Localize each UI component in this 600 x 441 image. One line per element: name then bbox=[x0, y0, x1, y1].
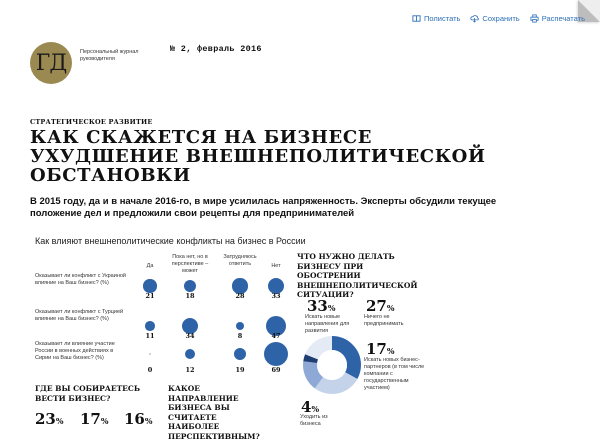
where-value-3: 16% bbox=[124, 410, 153, 428]
chart-value-label: 8 bbox=[237, 332, 243, 340]
side-item-3-text: Искать новых бизнес-партнеров (в том числе компании с государственным участием) bbox=[364, 357, 425, 391]
chart-column-1: Да bbox=[146, 263, 154, 269]
read-label: Полистать bbox=[424, 14, 461, 23]
read-button[interactable] bbox=[412, 14, 460, 23]
chart-bubble bbox=[185, 349, 195, 359]
article-headline: КАК СКАЖЕТСЯ НА БИЗНЕСЕ УХУДШЕНИЕ ВНЕШНЕПОЛИТИЧЕСКОЙ ОБСТАНОВКИ bbox=[30, 127, 486, 186]
journal-tagline: Персональный журнал руководителя bbox=[80, 49, 139, 62]
side-item-2-pct: 27% bbox=[366, 297, 395, 315]
journal-logo bbox=[30, 42, 72, 84]
chart-value-label: 47 bbox=[271, 332, 281, 340]
chart-bubble bbox=[145, 321, 155, 331]
side-item-3-pct: 17% bbox=[366, 340, 395, 358]
where-title: ГДЕ ВЫ СОБИРАЕТЕСЬ ВЕСТИ БИЗНЕС? bbox=[35, 384, 141, 403]
chart-title: Как влияют внешнеполитические конфликты на бизнес в России bbox=[35, 236, 306, 246]
save-label: Сохранить bbox=[482, 14, 520, 23]
section-label: СТРАТЕГИЧЕСКОЕ РАЗВИТИЕ bbox=[30, 118, 153, 126]
chart-value-label: 34 bbox=[185, 332, 195, 340]
donut-chart bbox=[300, 333, 364, 397]
chart-value-label: 18 bbox=[185, 292, 195, 300]
chart-question-1: Оказывает ли конфликт с Украиной влияние на Ваш бизнес? (%) bbox=[35, 273, 126, 286]
side-item-1-text: Искать новые направления для развития bbox=[305, 314, 350, 334]
side-title: ЧТО НУЖНО ДЕЛАТЬ БИЗНЕСУ ПРИ ОБОСТРЕНИИ ВНЕШНЕПОЛИТИЧЕСКОЙ СИТУАЦИИ? bbox=[297, 252, 418, 299]
book-icon bbox=[412, 14, 421, 23]
where-value-1: 23% bbox=[35, 410, 64, 428]
chart-value-label: 19 bbox=[235, 366, 245, 374]
where-value-2: 17% bbox=[80, 410, 109, 428]
chart-question-2: Оказывает ли конфликт с Турцией влияние на Ваш бизнес? (%) bbox=[35, 309, 124, 322]
chart-value-label: 33 bbox=[271, 292, 281, 300]
issue-number: № 2, февраль 2016 bbox=[170, 44, 262, 54]
logo-text: ГД bbox=[35, 50, 67, 76]
chart-bubble bbox=[234, 348, 247, 361]
chart-column-2: Пока нет, но в перспективе – может bbox=[171, 254, 209, 274]
chart-value-label: 0 bbox=[147, 366, 153, 374]
chart-question-3: Оказывает ли влияние участие России в военных действиях в Сирии на Ваш бизнес? (%) bbox=[35, 341, 115, 361]
print-button[interactable] bbox=[530, 14, 585, 23]
chart-bubble bbox=[143, 279, 156, 292]
cloud-download-icon bbox=[470, 14, 479, 23]
chart-bubble bbox=[184, 280, 196, 292]
side-item-1-pct: 33% bbox=[307, 297, 336, 315]
chart-value-label: 12 bbox=[185, 366, 195, 374]
printer-icon bbox=[530, 14, 539, 23]
side-item-4-text: Уходить из бизнеса bbox=[300, 414, 328, 427]
chart-value-label: 69 bbox=[271, 366, 281, 374]
save-button[interactable] bbox=[470, 14, 519, 23]
donut-hole bbox=[317, 350, 347, 380]
side-item-4-pct: 4% bbox=[301, 398, 320, 416]
print-label: Распечатать bbox=[541, 14, 585, 23]
page-toolbar bbox=[412, 14, 585, 23]
chart-column-3: Затрудняюсь ответить bbox=[223, 254, 257, 267]
chart-column-4: Нет bbox=[271, 263, 281, 269]
chart-value-label: 21 bbox=[145, 292, 155, 300]
chart-value-label: 28 bbox=[235, 292, 245, 300]
article-lead: В 2015 году, да и в начале 2016-го, в мире усилилась напряженность. Эксперты обсудили текущее положение дел и предложили свои рецепты для предпринимателей bbox=[30, 196, 497, 219]
chart-bubble bbox=[236, 322, 244, 330]
which-title: КАКОЕ НАПРАВЛЕНИЕ БИЗНЕСА ВЫ СЧИТАЕТЕ НАИБОЛЕЕ ПЕРСПЕКТИВНЫМ? bbox=[168, 384, 260, 441]
chart-bubble bbox=[264, 342, 288, 366]
chart-bubble bbox=[149, 353, 151, 355]
side-item-2-text: Ничего не предпринимать bbox=[364, 314, 404, 327]
chart-value-label: 11 bbox=[145, 332, 155, 340]
